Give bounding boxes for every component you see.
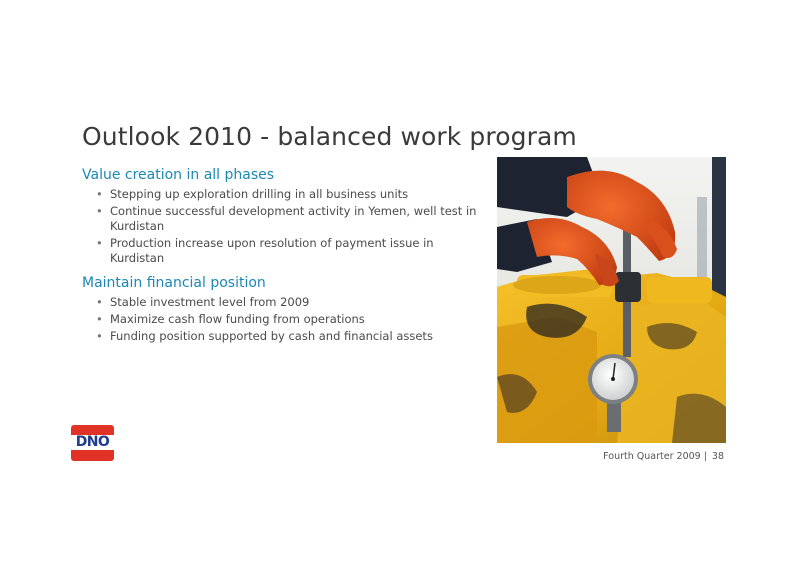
slide-content [82, 166, 480, 346]
dno-logo-text: DNO [75, 434, 110, 450]
footer-label: Fourth Quarter 2009 [603, 451, 701, 462]
bullet-item: • Production increase upon resolution of payment issue in Kurdistan [96, 236, 434, 265]
section-heading-financial-position: Maintain financial position [82, 275, 266, 291]
gloved-hands-valve-gauge-photo [497, 157, 726, 443]
section-heading-value-creation: Value creation in all phases [82, 167, 275, 183]
bullet-item: • Continue successful development activity in Yemen, well test in Kurdistan [96, 204, 477, 233]
slide-title: Outlook 2010 - balanced work program [82, 122, 577, 151]
bullet-list-financial-position [82, 295, 480, 344]
bullet-dot-icon: • [96, 236, 103, 250]
bullet-dot-icon: • [96, 187, 103, 201]
page-number: 38 [711, 451, 724, 462]
bullet-list-value-creation [82, 187, 480, 266]
bullet-item: • Stable investment level from 2009 [96, 295, 310, 309]
bullet-dot-icon: • [96, 312, 103, 326]
slide-footer [603, 451, 724, 462]
bullet-dot-icon: • [96, 329, 103, 343]
footer-separator: | [703, 451, 707, 462]
bullet-dot-icon: • [96, 204, 103, 218]
bullet-item: • Stepping up exploration drilling in all business units [96, 187, 409, 201]
bullet-dot-icon: • [96, 295, 103, 309]
bullet-item: • Maximize cash flow funding from operations [96, 312, 365, 326]
bullet-item: • Funding position supported by cash and financial assets [96, 329, 433, 343]
dno-logo [71, 425, 114, 461]
